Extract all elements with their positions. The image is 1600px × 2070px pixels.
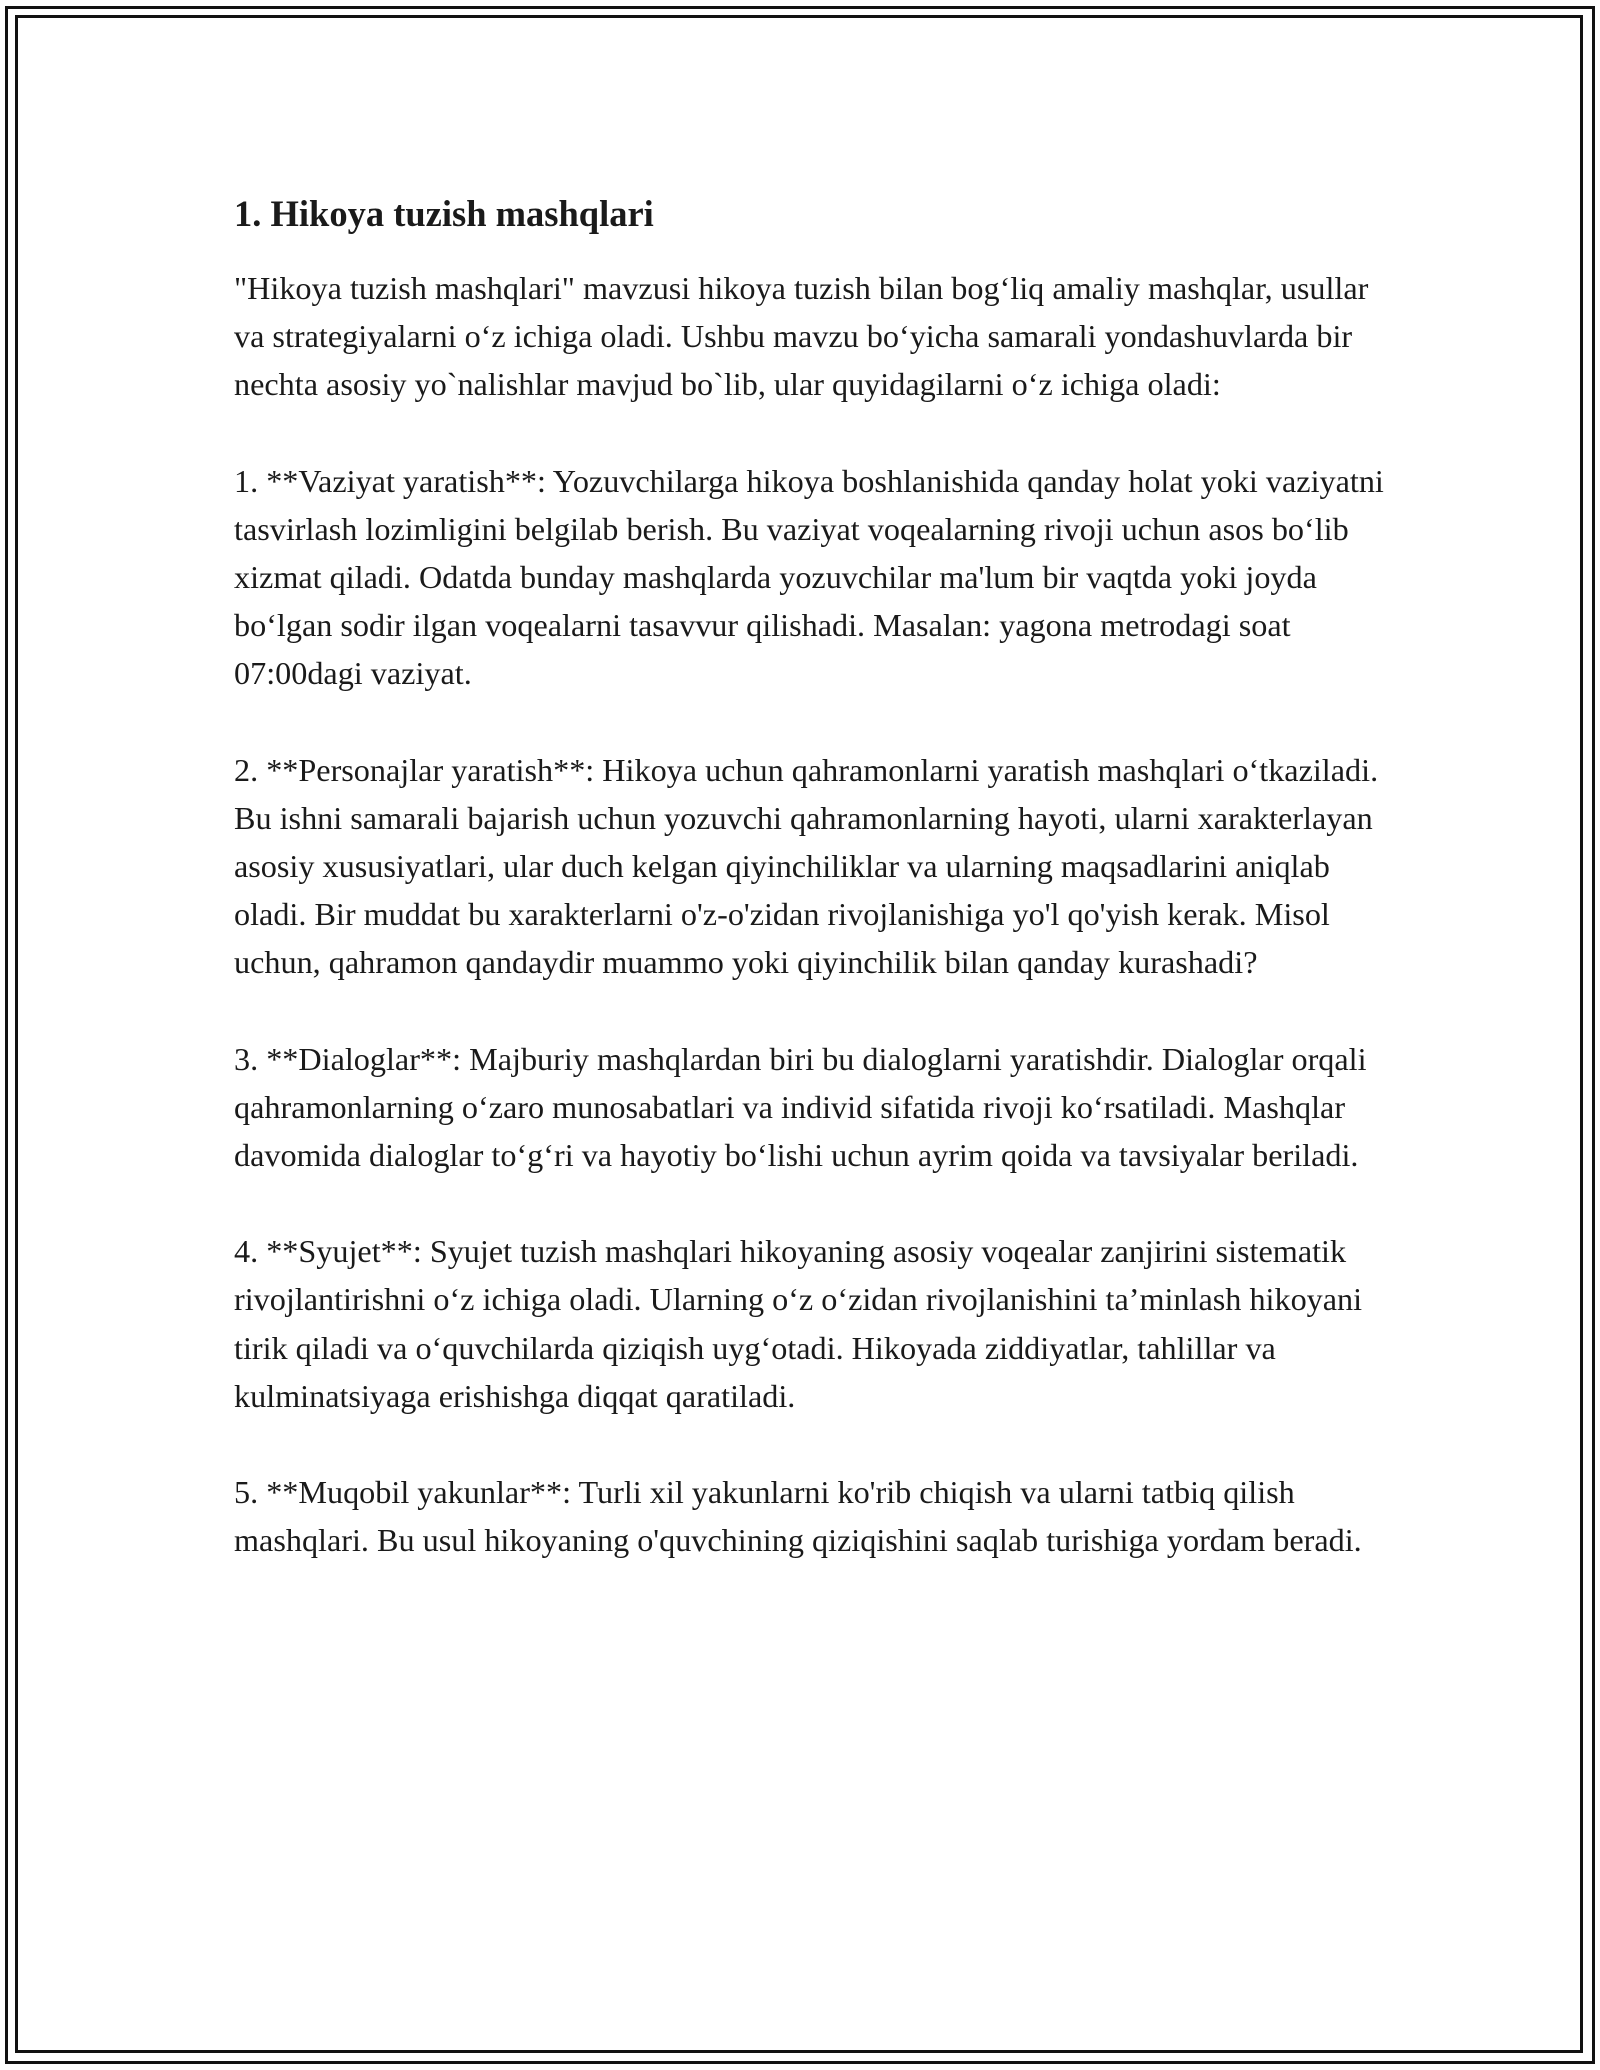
list-item-syujet: 4. **Syujet**: Syujet tuzish mashqlari hikoyaning asosiy voqealar zanjirini sistematik rivojlantirishni o‘z ichiga oladi. Ularning o‘z o‘zidan rivojlanishini ta’minlash hikoyani tirik qiladi va o‘quvchilarda qiziqish uyg‘otadi. Hikoyada ziddiyatlar, tahlillar va kulminatsiyaga erishishga diqqat qaratiladi. bbox=[234, 1233, 1371, 1414]
intro-paragraph: "Hikoya tuzish mashqlari" mavzusi hikoya tuzish bilan bog‘liq amaliy mashqlar, usullar va strategiyalarni o‘z ichiga oladi. Ushbu mavzu bo‘yicha samarali yondashuvlarda bir nechta asosiy yo`nalishlar mavjud bo`lib, ular quyidagilarni o‘z ichiga oladi: bbox=[234, 270, 1377, 403]
list-item-dialoglar: 3. **Dialoglar**: Majburiy mashqlardan biri bu dialoglarni yaratishdir. Dialoglar orqali qahramonlarning o‘zaro munosabatlari va individ sifatida rivoji ko‘rsatiladi. Mashqlar davomida dialoglar to‘g‘ri va hayotiy bo‘lishi uchun ayrim qoida va tavsiyalar beriladi. bbox=[234, 1040, 1375, 1174]
section-heading: 1. Hikoya tuzish mashqlari bbox=[234, 193, 654, 234]
list-item-personajlar-yaratish: 2. **Personajlar yaratish**: Hikoya uchun qahramonlarni yaratish mashqlari o‘tkaziladi. Bu ishni samarali bajarish uchun yozuvchi qahramonlarning hayoti, ularni xarakterlayan asosiy xususiyatlari, ular duch kelgan qiyinchiliklar va ularning maqsadlarini aniqlab oladi. Bir muddat bu xarakterlarni o'z-o'zidan rivojlanishiga yo'l qo'yish kerak. Misol uchun, qahramon qandaydir muammo yoki qiyinchilik bilan qanday kurashadi? bbox=[234, 751, 1387, 981]
list-item-vaziyat-yaratish: 1. **Vaziyat yaratish**: Yozuvchilarga hikoya boshlanishida qanday holat yoki vaziyatni tasvirlash lozimligini belgilab berish. Bu vaziyat voqealarning rivoji uchun asos bo‘lib xizmat qiladi. Odatda bunday mashqlarda yozuvchilar ma'lum bir vaqtda yoki joyda bo‘lgan sodir ilgan voqealarni tasavvur qilishadi. Masalan: yagona metrodagi soat 07:00dagi vaziyat. bbox=[234, 462, 1392, 692]
list-item-muqobil-yakunlar: 5. **Muqobil yakunlar**: Turli xil yakunlarni ko'rib chiqish va ularni tatbiq qilish mashqlari. Bu usul hikoyaning o'quvchining qiziqishini saqlab turishiga yordam beradi. bbox=[234, 1474, 1362, 1559]
document-body bbox=[234, 186, 1394, 1564]
